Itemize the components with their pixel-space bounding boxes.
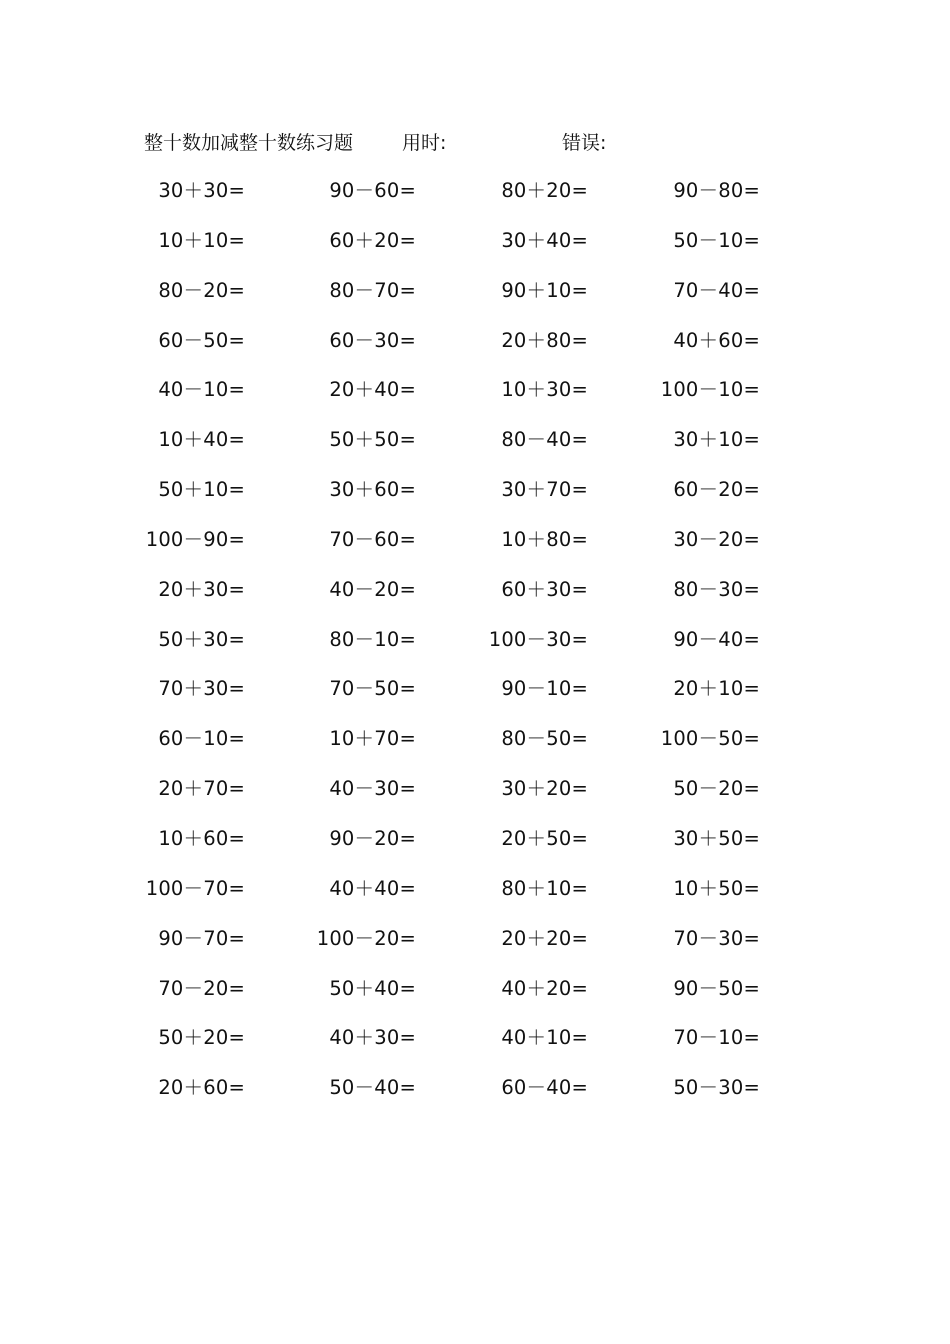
math-problem: 30＋30= bbox=[158, 179, 245, 202]
math-problem: 80＋10= bbox=[501, 876, 588, 900]
problem-row bbox=[0, 525, 950, 575]
math-problem: 10＋80= bbox=[501, 527, 588, 551]
problem-row bbox=[0, 974, 950, 1024]
math-problem: 20＋60= bbox=[158, 1076, 245, 1100]
math-problem: 30＋60= bbox=[329, 478, 416, 502]
math-problem: 60－10= bbox=[158, 727, 245, 751]
problem-row bbox=[0, 924, 950, 974]
math-problem: 30＋70= bbox=[501, 478, 588, 502]
errors-label: 错误: bbox=[562, 132, 607, 154]
math-problem: 30＋50= bbox=[673, 826, 760, 850]
math-problem: 50＋40= bbox=[329, 976, 416, 1000]
math-problem: 40＋20= bbox=[501, 976, 588, 1000]
math-problem: 80－70= bbox=[329, 278, 416, 302]
math-problem: 10＋60= bbox=[158, 826, 245, 850]
problem-row bbox=[0, 874, 950, 924]
math-problem: 50－40= bbox=[329, 1076, 416, 1100]
worksheet-header bbox=[0, 129, 950, 157]
math-problem: 100－90= bbox=[145, 527, 245, 551]
math-problem: 40－30= bbox=[329, 777, 416, 801]
math-problem: 20＋50= bbox=[501, 826, 588, 850]
math-problem: 80－50= bbox=[501, 727, 588, 751]
math-problem: 80－40= bbox=[501, 428, 588, 452]
problem-row bbox=[0, 674, 950, 724]
math-problem: 70－30= bbox=[673, 926, 760, 950]
math-problem: 60＋20= bbox=[329, 228, 416, 252]
math-problem: 10＋30= bbox=[501, 378, 588, 402]
math-problem: 20＋10= bbox=[673, 677, 760, 701]
math-problem: 50－30= bbox=[673, 1076, 760, 1100]
math-problem: 30＋20= bbox=[501, 777, 588, 801]
time-label: 用时: bbox=[402, 132, 447, 154]
math-problem: 70－10= bbox=[673, 1026, 760, 1050]
math-problem: 70＋30= bbox=[158, 677, 245, 701]
math-problem: 20＋40= bbox=[329, 378, 416, 402]
math-problem: 90－40= bbox=[673, 627, 760, 651]
problem-grid bbox=[0, 176, 950, 1123]
math-problem: 100－30= bbox=[488, 627, 588, 651]
math-problem: 40＋60= bbox=[673, 328, 760, 352]
problem-row bbox=[0, 226, 950, 276]
math-problem: 90－70= bbox=[158, 926, 245, 950]
math-problem: 40＋40= bbox=[329, 876, 416, 900]
math-problem: 80－10= bbox=[329, 627, 416, 651]
problem-row bbox=[0, 176, 950, 226]
math-problem: 70－40= bbox=[673, 278, 760, 302]
problem-row bbox=[0, 1023, 950, 1073]
math-problem: 30－20= bbox=[673, 527, 760, 551]
math-problem: 10＋70= bbox=[329, 727, 416, 751]
math-problem: 20＋70= bbox=[158, 777, 245, 801]
math-problem: 70－60= bbox=[329, 527, 416, 551]
problem-row bbox=[0, 1073, 950, 1123]
math-problem: 10＋10= bbox=[158, 228, 245, 252]
math-problem: 50＋20= bbox=[158, 1026, 245, 1050]
math-problem: 50－20= bbox=[673, 777, 760, 801]
math-problem: 80－20= bbox=[158, 278, 245, 302]
math-problem: 60－20= bbox=[673, 478, 760, 502]
math-problem: 20＋30= bbox=[158, 577, 245, 601]
problem-row bbox=[0, 326, 950, 376]
problem-row bbox=[0, 625, 950, 675]
math-problem: 10＋40= bbox=[158, 428, 245, 452]
problem-row bbox=[0, 475, 950, 525]
worksheet-title: 整十数加减整十数练习题 bbox=[144, 132, 354, 154]
problem-row bbox=[0, 724, 950, 774]
math-problem: 10＋50= bbox=[673, 876, 760, 900]
math-problem: 60－30= bbox=[329, 328, 416, 352]
math-problem: 60－50= bbox=[158, 328, 245, 352]
math-problem: 70－50= bbox=[329, 677, 416, 701]
math-problem: 50＋10= bbox=[158, 478, 245, 502]
math-problem: 30＋40= bbox=[501, 228, 588, 252]
math-problem: 40－10= bbox=[158, 378, 245, 402]
problem-row bbox=[0, 425, 950, 475]
math-problem: 50＋50= bbox=[329, 428, 416, 452]
math-problem: 40＋30= bbox=[329, 1026, 416, 1050]
math-problem: 100－70= bbox=[145, 876, 245, 900]
math-problem: 70－20= bbox=[158, 976, 245, 1000]
math-problem: 90－20= bbox=[329, 826, 416, 850]
math-problem: 20＋80= bbox=[501, 328, 588, 352]
problem-row bbox=[0, 824, 950, 874]
problem-row bbox=[0, 375, 950, 425]
math-problem: 100－50= bbox=[660, 727, 760, 751]
problem-row bbox=[0, 575, 950, 625]
math-problem: 60＋30= bbox=[501, 577, 588, 601]
math-problem: 90－10= bbox=[501, 677, 588, 701]
math-problem: 50－10= bbox=[673, 228, 760, 252]
math-problem: 90－60= bbox=[329, 179, 416, 202]
math-problem: 90－80= bbox=[673, 179, 760, 202]
math-problem: 30＋10= bbox=[673, 428, 760, 452]
math-problem: 100－10= bbox=[660, 378, 760, 402]
math-problem: 80－30= bbox=[673, 577, 760, 601]
math-problem: 40＋10= bbox=[501, 1026, 588, 1050]
problem-row bbox=[0, 276, 950, 326]
math-problem: 50＋30= bbox=[158, 627, 245, 651]
math-problem: 90＋10= bbox=[501, 278, 588, 302]
math-problem: 100－20= bbox=[316, 926, 416, 950]
math-problem: 80＋20= bbox=[501, 179, 588, 202]
math-problem: 40－20= bbox=[329, 577, 416, 601]
math-problem: 20＋20= bbox=[501, 926, 588, 950]
math-problem: 90－50= bbox=[673, 976, 760, 1000]
problem-row bbox=[0, 774, 950, 824]
math-problem: 60－40= bbox=[501, 1076, 588, 1100]
